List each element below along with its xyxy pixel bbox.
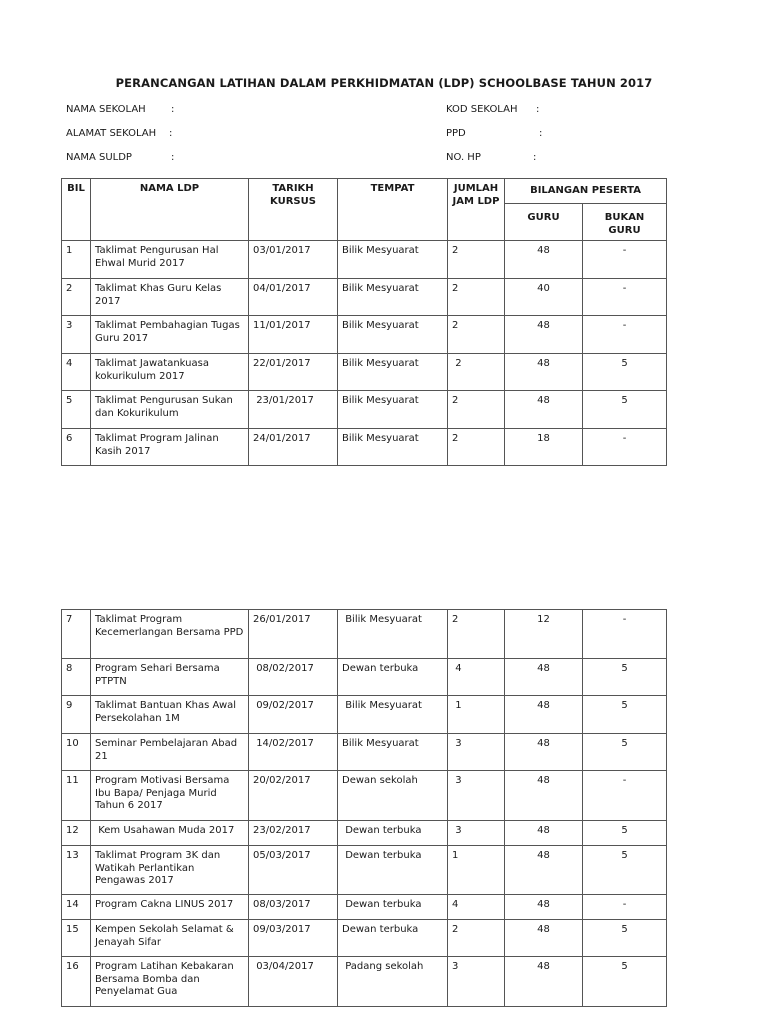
cell-guru: 48	[505, 354, 583, 391]
cell-tarikh: 22/01/2017	[249, 354, 338, 391]
cell-bukan-guru: 5	[583, 354, 667, 391]
field-colon: :	[539, 128, 543, 139]
cell-bukan-guru: 5	[583, 696, 667, 734]
table-row	[62, 957, 667, 1007]
cell-guru: 48	[505, 771, 583, 821]
table-row	[62, 821, 667, 846]
cell-bil: 13	[62, 846, 91, 895]
table-row	[62, 846, 667, 895]
cell-tempat: Bilik Mesyuarat	[338, 354, 448, 391]
cell-guru: 48	[505, 957, 583, 1007]
cell-tarikh: 23/02/2017	[249, 821, 338, 846]
cell-bukan-guru: -	[583, 895, 667, 920]
cell-tempat: Dewan terbuka	[338, 846, 448, 895]
cell-tarikh: 20/02/2017	[249, 771, 338, 821]
cell-bil: 4	[62, 354, 91, 391]
cell-bukan-guru: 5	[583, 846, 667, 895]
cell-bukan-guru: 5	[583, 920, 667, 957]
cell-nama-ldp: Program Cakna LINUS 2017	[91, 895, 249, 920]
table-row	[62, 659, 667, 696]
cell-jumlah-jam: 2	[448, 316, 505, 354]
header-bilangan-peserta: BILANGAN PESERTA	[505, 179, 667, 204]
cell-nama-ldp: Taklimat Khas Guru Kelas 2017	[91, 279, 249, 316]
cell-bukan-guru: -	[583, 610, 667, 659]
cell-jumlah-jam: 3	[448, 734, 505, 771]
cell-bukan-guru: -	[583, 429, 667, 466]
cell-tempat: Dewan terbuka	[338, 895, 448, 920]
cell-tarikh: 26/01/2017	[249, 610, 338, 659]
cell-guru: 48	[505, 391, 583, 429]
table-row	[62, 696, 667, 734]
cell-guru: 48	[505, 659, 583, 696]
cell-guru: 48	[505, 696, 583, 734]
cell-guru: 18	[505, 429, 583, 466]
cell-jumlah-jam: 2	[448, 391, 505, 429]
field-label: ALAMAT SEKOLAH	[66, 128, 157, 139]
cell-bukan-guru: 5	[583, 957, 667, 1007]
cell-tempat: Bilik Mesyuarat	[338, 241, 448, 279]
cell-tarikh: 05/03/2017	[249, 846, 338, 895]
cell-tempat: Dewan terbuka	[338, 821, 448, 846]
cell-nama-ldp: Kem Usahawan Muda 2017	[91, 821, 249, 846]
cell-nama-ldp: Taklimat Jawatankuasa kokurikulum 2017	[91, 354, 249, 391]
cell-tempat: Bilik Mesyuarat	[338, 429, 448, 466]
cell-bil: 5	[62, 391, 91, 429]
cell-bukan-guru: 5	[583, 659, 667, 696]
table-row	[62, 316, 667, 354]
cell-jumlah-jam: 1	[448, 696, 505, 734]
cell-tarikh: 11/01/2017	[249, 316, 338, 354]
cell-jumlah-jam: 2	[448, 354, 505, 391]
cell-guru: 48	[505, 846, 583, 895]
cell-bil: 14	[62, 895, 91, 920]
header-nama-ldp: NAMA LDP	[91, 179, 249, 241]
cell-tarikh: 09/03/2017	[249, 920, 338, 957]
cell-jumlah-jam: 3	[448, 771, 505, 821]
table-row	[62, 354, 667, 391]
table-row	[62, 279, 667, 316]
cell-jumlah-jam: 2	[448, 429, 505, 466]
cell-jumlah-jam: 2	[448, 279, 505, 316]
table-row	[62, 771, 667, 821]
field-no-hp	[446, 152, 537, 163]
cell-tarikh: 04/01/2017	[249, 279, 338, 316]
cell-bil: 9	[62, 696, 91, 734]
cell-tempat: Bilik Mesyuarat	[338, 279, 448, 316]
cell-jumlah-jam: 4	[448, 659, 505, 696]
header-tarikh-kursus: TARIKH KURSUS	[249, 179, 338, 241]
field-nama-sekolah	[66, 104, 175, 115]
cell-bil: 10	[62, 734, 91, 771]
ldp-table-page-1	[61, 178, 667, 466]
cell-bil: 11	[62, 771, 91, 821]
field-nama-suldp	[66, 152, 175, 163]
cell-guru: 48	[505, 316, 583, 354]
cell-bukan-guru: -	[583, 241, 667, 279]
cell-bil: 12	[62, 821, 91, 846]
header-jumlah-jam: JUMLAH JAM LDP	[448, 179, 505, 241]
cell-nama-ldp: Seminar Pembelajaran Abad 21	[91, 734, 249, 771]
cell-bil: 3	[62, 316, 91, 354]
field-alamat-sekolah	[66, 128, 173, 139]
cell-bukan-guru: 5	[583, 391, 667, 429]
cell-tempat: Dewan terbuka	[338, 920, 448, 957]
cell-bukan-guru: -	[583, 279, 667, 316]
cell-bil: 8	[62, 659, 91, 696]
cell-jumlah-jam: 4	[448, 895, 505, 920]
cell-nama-ldp: Program Latihan Kebakaran Bersama Bomba dan Penyelamat Gua	[91, 957, 249, 1007]
field-label: NAMA SULDP	[66, 152, 132, 163]
cell-guru: 48	[505, 821, 583, 846]
cell-guru: 48	[505, 895, 583, 920]
cell-tempat: Bilik Mesyuarat	[338, 316, 448, 354]
cell-bil: 1	[62, 241, 91, 279]
cell-tarikh: 14/02/2017	[249, 734, 338, 771]
cell-bil: 7	[62, 610, 91, 659]
field-colon: :	[169, 128, 173, 139]
cell-nama-ldp: Taklimat Bantuan Khas Awal Persekolahan 1M	[91, 696, 249, 734]
cell-tempat: Bilik Mesyuarat	[338, 610, 448, 659]
cell-jumlah-jam: 3	[448, 957, 505, 1007]
cell-bukan-guru: -	[583, 316, 667, 354]
cell-tarikh: 08/02/2017	[249, 659, 338, 696]
field-colon: :	[536, 104, 540, 115]
cell-tarikh: 23/01/2017	[249, 391, 338, 429]
cell-jumlah-jam: 2	[448, 920, 505, 957]
cell-tarikh: 03/04/2017	[249, 957, 338, 1007]
cell-tempat: Bilik Mesyuarat	[338, 696, 448, 734]
header-guru: GURU	[505, 204, 583, 241]
cell-nama-ldp: Taklimat Pengurusan Sukan dan Kokurikulum	[91, 391, 249, 429]
cell-nama-ldp: Program Motivasi Bersama Ibu Bapa/ Penjaga Murid Tahun 6 2017	[91, 771, 249, 821]
cell-nama-ldp: Taklimat Program Kecemerlangan Bersama PPD	[91, 610, 249, 659]
table-row	[62, 734, 667, 771]
header-bil: BIL	[62, 179, 91, 241]
cell-nama-ldp: Taklimat Program Jalinan Kasih 2017	[91, 429, 249, 466]
field-label: NAMA SEKOLAH	[66, 104, 146, 115]
table-row	[62, 895, 667, 920]
cell-tempat: Padang sekolah	[338, 957, 448, 1007]
field-kod-sekolah	[446, 104, 540, 115]
cell-nama-ldp: Taklimat Pembahagian Tugas Guru 2017	[91, 316, 249, 354]
cell-nama-ldp: Kempen Sekolah Selamat & Jenayah Sifar	[91, 920, 249, 957]
cell-tarikh: 03/01/2017	[249, 241, 338, 279]
cell-guru: 40	[505, 279, 583, 316]
cell-tempat: Bilik Mesyuarat	[338, 734, 448, 771]
field-label: KOD SEKOLAH	[446, 104, 518, 115]
cell-jumlah-jam: 1	[448, 846, 505, 895]
cell-bil: 16	[62, 957, 91, 1007]
table-row	[62, 429, 667, 466]
cell-bukan-guru: -	[583, 771, 667, 821]
cell-tempat: Bilik Mesyuarat	[338, 391, 448, 429]
cell-bukan-guru: 5	[583, 734, 667, 771]
field-colon: :	[171, 104, 175, 115]
cell-tarikh: 24/01/2017	[249, 429, 338, 466]
cell-jumlah-jam: 3	[448, 821, 505, 846]
field-ppd	[446, 128, 543, 139]
table-row	[62, 241, 667, 279]
cell-bil: 15	[62, 920, 91, 957]
cell-bukan-guru: 5	[583, 821, 667, 846]
field-label: PPD	[446, 128, 466, 139]
field-colon: :	[171, 152, 175, 163]
field-colon: :	[533, 152, 537, 163]
field-label: NO. HP	[446, 152, 481, 163]
header-bukan-guru: BUKAN GURU	[583, 204, 667, 241]
cell-jumlah-jam: 2	[448, 610, 505, 659]
ldp-table-page-2	[61, 609, 667, 1007]
cell-nama-ldp: Taklimat Pengurusan Hal Ehwal Murid 2017	[91, 241, 249, 279]
cell-guru: 48	[505, 241, 583, 279]
cell-tempat: Dewan terbuka	[338, 659, 448, 696]
cell-jumlah-jam: 2	[448, 241, 505, 279]
table-row	[62, 920, 667, 957]
table-row	[62, 610, 667, 659]
header-tempat: TEMPAT	[338, 179, 448, 241]
cell-bil: 2	[62, 279, 91, 316]
table-row	[62, 391, 667, 429]
cell-tempat: Dewan sekolah	[338, 771, 448, 821]
cell-tarikh: 09/02/2017	[249, 696, 338, 734]
cell-bil: 6	[62, 429, 91, 466]
page-title: PERANCANGAN LATIHAN DALAM PERKHIDMATAN (LDP) SCHOOLBASE TAHUN 2017	[115, 76, 653, 90]
cell-nama-ldp: Program Sehari Bersama PTPTN	[91, 659, 249, 696]
cell-guru: 48	[505, 734, 583, 771]
cell-guru: 48	[505, 920, 583, 957]
cell-guru: 12	[505, 610, 583, 659]
cell-nama-ldp: Taklimat Program 3K dan Watikah Perlantikan Pengawas 2017	[91, 846, 249, 895]
cell-tarikh: 08/03/2017	[249, 895, 338, 920]
